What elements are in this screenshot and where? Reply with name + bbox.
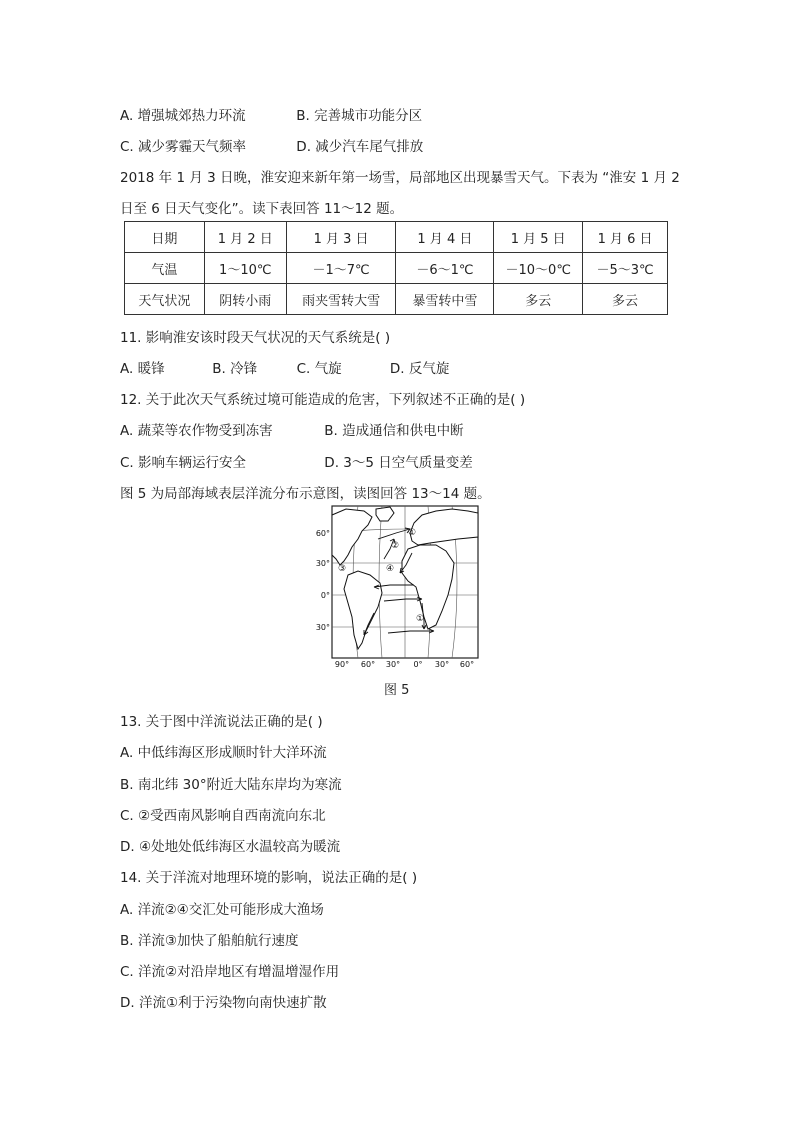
q14-stem: 14. 关于洋流对地理环境的影响，说法正确的是( ) — [120, 870, 418, 886]
marker-2: ② — [391, 541, 400, 551]
figure-caption: 图 5 — [384, 683, 410, 698]
q11-stem: 11. 影响淮安该时段天气状况的天气系统是( ) — [120, 330, 391, 346]
q12-option-a: A. 蔬菜等农作物受到冻害 — [120, 423, 273, 439]
table-cell: 多云 — [494, 284, 583, 315]
intro-13-14: 图 5 为局部海域表层洋流分布示意图，读图回答 13～14 题。 — [120, 486, 491, 502]
lat-label: 0° — [320, 591, 330, 600]
table-cell: 日期 — [125, 222, 205, 253]
q12-stem: 12. 关于此次天气系统过境可能造成的危害，下列叙述不正确的是( ) — [120, 392, 526, 408]
table-cell: 1 月 4 日 — [396, 222, 494, 253]
q11-option-b: B. 冷锋 — [212, 361, 258, 377]
weather-table — [124, 221, 668, 315]
table-cell: －1～7℃ — [286, 253, 396, 284]
table-row — [125, 284, 668, 315]
q12-option-c: C. 影响车辆运行安全 — [120, 455, 247, 471]
intro-11-12-line-2: 日至 6 日天气变化”。读下表回答 11～12 题。 — [120, 201, 404, 217]
q10-option-b: B. 完善城市功能分区 — [296, 108, 423, 124]
q14-option-a: A. 洋流②④交汇处可能形成大渔场 — [120, 902, 324, 918]
marker-3: ③ — [338, 564, 347, 574]
q10-option-c: C. 减少雾霾天气频率 — [120, 139, 247, 155]
q14-option-c: C. 洋流②对沿岸地区有增温增湿作用 — [120, 964, 340, 980]
q13-option-c: C. ②受西南风影响自西南流向东北 — [120, 808, 326, 824]
table-cell: －5～3℃ — [583, 253, 668, 284]
table-cell: 天气状况 — [125, 284, 205, 315]
table-cell: 1 月 2 日 — [204, 222, 286, 253]
q10-options-row-2 — [120, 135, 423, 155]
q13-stem: 13. 关于图中洋流说法正确的是( ) — [120, 714, 323, 730]
table-cell: 暴雪转中雪 — [396, 284, 494, 315]
q13-option-a: A. 中低纬海区形成顺时针大洋环流 — [120, 745, 327, 761]
table-cell: －6～1℃ — [396, 253, 494, 284]
marker-circled-1-top: ① — [408, 528, 417, 538]
q13-option-d: D. ④处地处低纬海区水温较高为暖流 — [120, 839, 341, 855]
marker-1: ① — [416, 614, 425, 624]
lon-label: 60° — [360, 660, 376, 669]
intro-11-12-line-1: 2018 年 1 月 3 日晚，淮安迎来新年第一场雪，局部地区出现暴雪天气。下表为 “淮安 1 月 2 — [120, 170, 680, 186]
q14-option-b: B. 洋流③加快了船舶航行速度 — [120, 933, 299, 949]
q11-options — [120, 357, 449, 377]
lat-label: 30° — [315, 623, 330, 632]
q11-option-d: D. 反气旋 — [389, 361, 450, 377]
lon-label: 60° — [459, 660, 475, 669]
lon-label: 30° — [385, 660, 401, 669]
table-cell: 1 月 6 日 — [583, 222, 668, 253]
table-cell: 多云 — [583, 284, 668, 315]
table-cell: －10～0℃ — [494, 253, 583, 284]
table-cell: 阴转小雨 — [204, 284, 286, 315]
table-row — [125, 222, 668, 253]
lat-label: 30° — [315, 559, 330, 568]
table-cell: 1 月 3 日 — [286, 222, 396, 253]
table-row — [125, 253, 668, 284]
q11-option-c: C. 气旋 — [296, 361, 342, 377]
table-cell: 1 月 5 日 — [494, 222, 583, 253]
q12-option-b: B. 造成通信和供电中断 — [324, 423, 464, 439]
q12-option-d: D. 3～5 日空气质量变差 — [324, 455, 473, 471]
q14-option-d: D. 洋流①利于污染物向南快速扩散 — [120, 995, 327, 1011]
q10-options-row-1 — [120, 104, 422, 124]
table-cell: 1～10℃ — [204, 253, 286, 284]
q12-options-row-2 — [120, 451, 473, 471]
marker-4: ④ — [386, 564, 395, 574]
lat-label: 60° — [315, 529, 330, 538]
table-cell: 雨夹雪转大雪 — [286, 284, 396, 315]
q10-option-a: A. 增强城郊热力环流 — [120, 108, 246, 124]
q12-options-row-1 — [120, 419, 464, 439]
lon-label: 0° — [413, 660, 423, 669]
q11-option-a: A. 暖锋 — [120, 361, 165, 377]
q10-option-d: D. 减少汽车尾气排放 — [296, 139, 424, 155]
q13-option-b: B. 南北纬 30°附近大陆东岸均为寒流 — [120, 777, 342, 793]
lon-label: 90° — [334, 660, 350, 669]
ocean-current-map — [315, 503, 480, 669]
lon-label: 30° — [434, 660, 450, 669]
table-cell: 气温 — [125, 253, 205, 284]
